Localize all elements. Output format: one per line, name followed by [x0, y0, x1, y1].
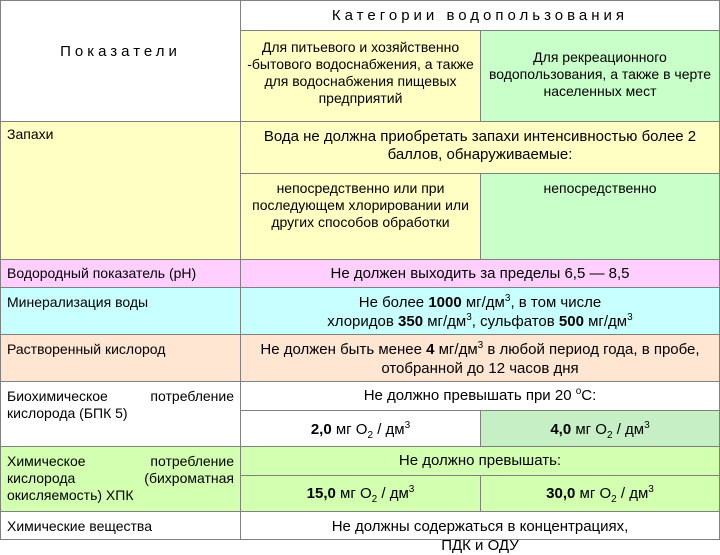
sulfates-unit: мг/дм — [583, 313, 628, 330]
bod-recreation-unit: мг O — [571, 421, 607, 438]
row-label-bod-text: Биохимическое потребление кислорода (БПК 5) — [7, 388, 234, 421]
mineral-total: 1000 — [428, 294, 462, 311]
header-indicators — [0, 0, 241, 122]
bod-degree-sup: о — [575, 386, 582, 397]
bod-span — [240, 381, 720, 411]
oxygen-unit-sup: 3 — [477, 340, 484, 351]
header-col-drinking — [240, 30, 481, 122]
cod-recreation-unit2: / дм — [616, 485, 649, 502]
bod-col2 — [480, 410, 720, 447]
oxygen-min-value: 4 — [426, 341, 435, 358]
mineral-text-a: Не более — [358, 294, 429, 311]
chlorides-unit-sup: 3 — [466, 312, 472, 323]
row-label-chem — [0, 511, 241, 540]
bod-recreation-value: 4,0 — [550, 421, 572, 438]
mineral-line-1 — [241, 293, 719, 312]
cod-span-text: Не должно превышать: — [398, 452, 562, 469]
row-label-ph-text: Водородный показатель (pH) — [7, 265, 197, 281]
row-label-mineral-text: Минерализация воды — [7, 294, 149, 310]
bod-drinking-sub: 2 — [367, 430, 374, 441]
header-col-recreation-text: Для рекреационного водопользования, а также в черте населенных мест — [488, 49, 712, 99]
bod-drinking-unit2: / дм — [373, 421, 405, 438]
chlorides-label: хлоридов — [327, 313, 399, 330]
row-label-oxygen — [0, 334, 241, 382]
row-label-chem-text: Химические вещества — [7, 518, 152, 534]
cod-drinking-unit: мг O — [335, 485, 372, 502]
ph-value — [240, 259, 720, 288]
smell-col2 — [480, 173, 720, 260]
cod-recreation-sub: 2 — [611, 494, 617, 505]
cod-drinking-value: 15,0 — [306, 485, 336, 502]
mineral-value — [240, 287, 720, 335]
sulfates-label: , сульфатов — [471, 313, 559, 330]
cod-recreation-unit: мг O — [575, 485, 612, 502]
mineral-line-2 — [241, 312, 719, 331]
mineral-unit-sup: 3 — [504, 293, 511, 304]
row-label-bod — [0, 381, 241, 447]
mineral-text-d: , в том числе — [510, 294, 602, 311]
oxygen-text-d: в любой период года, в пробе, отобранной до 12 часов дня — [381, 341, 700, 377]
chem-value-text: Не должны содержаться в концентрациях, — [331, 518, 629, 535]
bod-recreation-unit2: / дм — [612, 421, 645, 438]
cod-col1 — [240, 475, 481, 512]
header-categories-text: Категории водопользования — [331, 7, 629, 24]
sulfates-unit-sup: 3 — [627, 312, 633, 323]
cod-drinking-sup: 3 — [408, 484, 415, 495]
row-label-oxygen-text: Растворенный кислород — [7, 341, 166, 357]
row-label-mineral — [0, 287, 241, 335]
row-label-cod — [0, 446, 241, 512]
header-indicators-text: Показатели — [60, 43, 181, 60]
bod-span-tail: С: — [581, 387, 597, 404]
sulfates-value: 500 — [558, 313, 584, 330]
smell-col1 — [240, 173, 481, 260]
chem-value — [240, 511, 720, 554]
row-label-ph — [0, 259, 241, 288]
header-col-recreation — [480, 30, 720, 122]
chem-value-text-2: ПДК и ОДУ — [441, 537, 519, 554]
ph-value-text: Не должен выходить за пределы 6,5 — 8,5 — [330, 265, 630, 282]
bod-drinking-value: 2,0 — [310, 421, 332, 438]
row-label-cod-text: Химическое потребление кислорода (бихроматная окисляемость) ХПК — [7, 453, 234, 503]
chlorides-unit: мг/дм — [423, 313, 467, 330]
cod-recreation-value: 30,0 — [546, 485, 576, 502]
smell-col2-text: непосредственно — [543, 180, 657, 196]
cod-col2 — [480, 475, 720, 512]
cod-drinking-unit2: / дм — [377, 485, 409, 502]
bod-drinking-unit: мг O — [331, 421, 368, 438]
row-label-smell-text: Запахи — [7, 126, 54, 142]
header-col-drinking-text: Для питьевого и хозяйственно -бытового водоснабжения, а также для водоснабжения пищевых предприятий — [247, 39, 474, 106]
oxygen-text-a: Не должен быть менее — [260, 341, 427, 358]
smell-col1-text: непосредственно или при последующем хлорировании или других способов обработки — [252, 180, 469, 230]
cod-recreation-sup: 3 — [648, 484, 654, 495]
header-categories — [240, 0, 720, 31]
bod-drinking-sup: 3 — [404, 420, 411, 431]
cod-span — [240, 446, 720, 476]
smell-span-text: Вода не должна приобретать запахи интенсивностью более 2 баллов, обнаруживаемые: — [263, 128, 697, 163]
bod-span-text: Не должно превышать при 20 — [363, 387, 576, 404]
bod-col1 — [240, 410, 481, 447]
cod-drinking-sub: 2 — [371, 494, 378, 505]
row-label-smell — [0, 121, 241, 260]
chlorides-value: 350 — [398, 313, 424, 330]
oxygen-value — [240, 334, 720, 382]
mineral-unit: мг/дм — [461, 294, 505, 311]
bod-recreation-sub: 2 — [606, 430, 613, 441]
oxygen-unit: мг/дм — [434, 341, 478, 358]
bod-recreation-sup: 3 — [644, 420, 650, 431]
smell-span — [240, 121, 720, 174]
